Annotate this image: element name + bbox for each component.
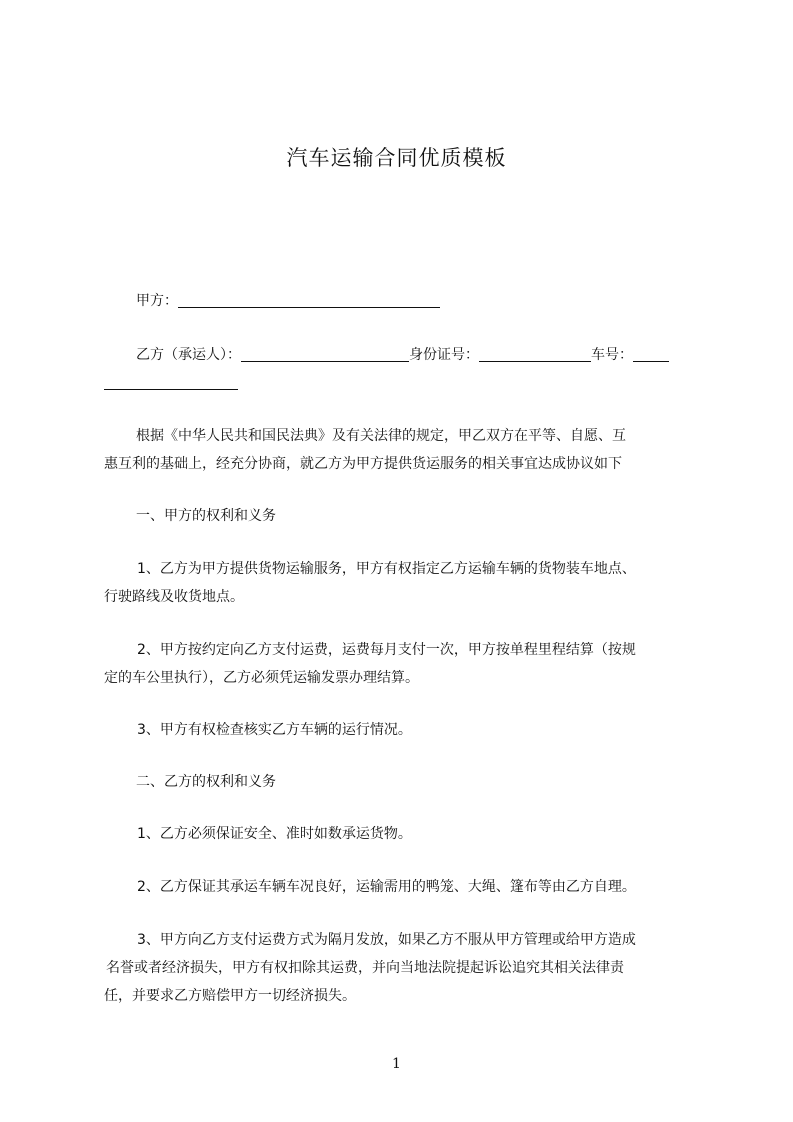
s1-item-1-line-1: 1、乙方为甲方提供货物运输服务，甲方有权指定乙方运输车辆的货物装车地点、 (137, 561, 636, 577)
car-blank-continued-line (104, 369, 238, 397)
s2-item-3-line-2: 名誉或者经济损失，甲方有权扣除其运费，并向当地法院提起诉讼追究其相关法律责 (106, 960, 624, 976)
s2-item-3-line-1: 3、甲方向乙方支付运费方式为隔月发放，如果乙方不服从甲方管理或给甲方造成 (137, 932, 636, 948)
s1-item-3: 3、甲方有权检查核实乙方车辆的运行情况。 (137, 722, 412, 738)
s2-item-2: 2、乙方保证其承运车辆车况良好，运输需用的鸭笼、大绳、篷布等由乙方自理。 (137, 879, 636, 895)
id-blank (479, 345, 591, 362)
party-b-label: 乙方（承运人）： (136, 347, 241, 363)
car-blank-continued (104, 373, 238, 390)
section-1-title: 一、甲方的权利和义务 (136, 508, 276, 524)
party-b-blank (241, 345, 409, 362)
section-2-title: 二、乙方的权利和义务 (136, 774, 276, 790)
intro-line-1: 根据《中华人民共和国民法典》及有关法律的规定，甲乙双方在平等、自愿、互 (136, 428, 626, 444)
s1-item-2-line-1: 2、甲方按约定向乙方支付运费，运费每月支付一次，甲方按单程里程结算（按规 (137, 642, 636, 658)
s2-item-3-line-3: 任，并要求乙方赔偿甲方一切经济损失。 (104, 988, 356, 1004)
s1-item-2-line-2: 定的车公里执行），乙方必须凭运输发票办理结算。 (104, 670, 419, 686)
s1-item-1-line-2: 行驶路线及收货地点。 (104, 589, 244, 605)
car-label: 车号： (591, 347, 633, 363)
party-a-line (136, 287, 440, 315)
party-b-line (136, 341, 669, 369)
party-a-label: 甲方： (136, 293, 178, 309)
id-label: 身份证号： (409, 347, 479, 363)
s2-item-1: 1、乙方必须保证安全、准时如数承运货物。 (137, 826, 412, 842)
page-number: 1 (392, 1056, 401, 1072)
party-a-blank (178, 291, 440, 308)
document-title: 汽车运输合同优质模板 (286, 146, 507, 170)
car-blank (633, 345, 669, 362)
intro-line-2: 惠互利的基础上，经充分协商，就乙方为甲方提供货运服务的相关事宜达成协议如下 (104, 456, 622, 472)
